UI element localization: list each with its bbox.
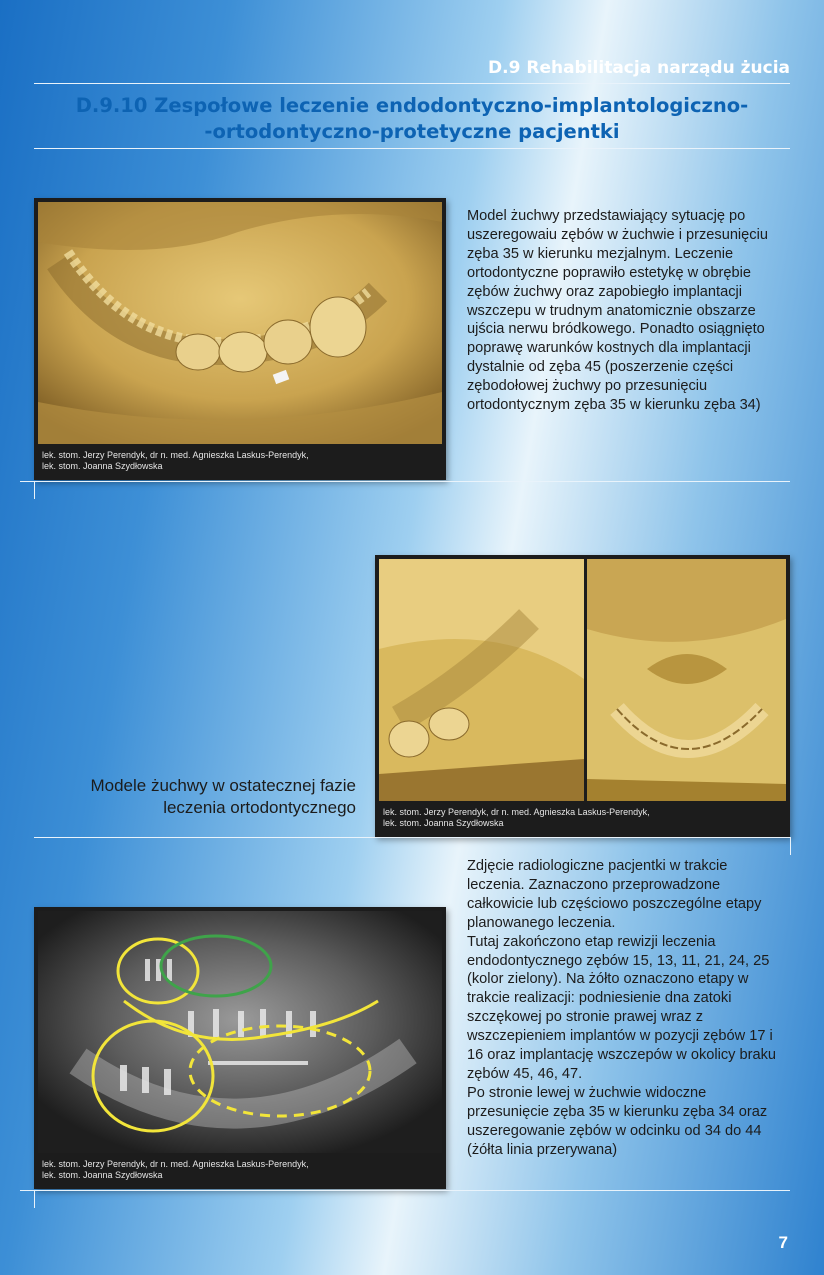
figure-3-paragraph-2: Tutaj zakończono etap rewizji leczenia endodontycznego zębów 15, 13, 11, 21, 24, 25 (kolor zielony). Na żółto oznaczono etapy w trakcie realizacji: podniesienie dna zatoki szczękowej po stronie prawej wraz z wszczepieniem implantów w pozycji zębów 17 i 16 oraz implantację wszczepów w okolicy braku zębów 45, 46, 47. [467,933,777,1082]
figure-2-credit: lek. stom. Jerzy Perendyk, dr n. med. Agnieszka Laskus-Perendyk, lek. stom. Joanna Szydłowska [383,807,650,828]
figure-2-caption: Modele żuchwy w ostatecznej fazie leczenia ortodontycznego [90,776,356,817]
panoramic-xray-image [38,911,442,1153]
page-number: 7 [778,1233,788,1252]
figure-1-photo [34,198,446,480]
figure-2-rule [34,837,790,838]
page-title [40,93,784,145]
figure-3-rule-tick [34,1190,35,1208]
figure-2-rule-tick [790,837,791,855]
figure-1-credit: lek. stom. Jerzy Perendyk, dr n. med. Agnieszka Laskus-Perendyk, lek. stom. Joanna Szydłowska [42,450,309,471]
figure-1-rule-tick [34,481,35,499]
figure-3-paragraph-3: Po stronie lewej w żuchwie widoczne przesunięcie zęba 35 w kierunku zęba 34 oraz uszeregowanie zębów w odcinku od 34 do 44 (żółta linia przerywana) [467,1084,768,1158]
model-left-image [379,559,584,801]
figure-3-description [467,857,787,1160]
mandible-model-image [38,202,442,444]
header-rule-bottom [34,148,790,149]
figure-1-description: Model żuchwy przedstawiający sytuację po uszeregowaiu zębów w żuchwie i przesunięciu zęba 35 w kierunku mezjalnym. Leczenie ortodontyczne poprawiło estetykę w obrębie zębów żuchwy oraz zapobiegło implantacji wszczepu w trudnym anatomicznie obszarze ujścia nerwu bródkowego. Ponadto osiągnięto poprawę warunków kostnych dla implantacji dystalnie od zęba 45 (poszerzenie części zębodołowej żuchwy po przesunięciu ortodontycznym zęba 35 w kierunku zęba 34) [467,208,768,414]
figure-3-photo [34,907,446,1189]
figure-1-rule [20,481,790,482]
section-heading: D.9 Rehabilitacja narządu żucia [488,58,790,78]
model-right-image [587,559,786,801]
figure-3-rule [20,1190,790,1191]
figure-3-paragraph-1: Zdjęcie radiologiczne pacjentki w trakcie leczenia. Zaznaczono przeprowadzone całkowicie lub częściowo poszczególne etapy planowanego leczenia. [467,858,762,931]
figure-2-photo [375,555,790,837]
title-line-2: -ortodontyczno-protetyczne pacjentki [204,120,620,143]
figure-3-credit: lek. stom. Jerzy Perendyk, dr n. med. Agnieszka Laskus-Perendyk, lek. stom. Joanna Szydłowska [42,1159,309,1180]
header-rule-top [34,83,790,84]
title-line-1: D.9.10 Zespołowe leczenie endodontyczno-implantologiczno- [75,94,749,117]
